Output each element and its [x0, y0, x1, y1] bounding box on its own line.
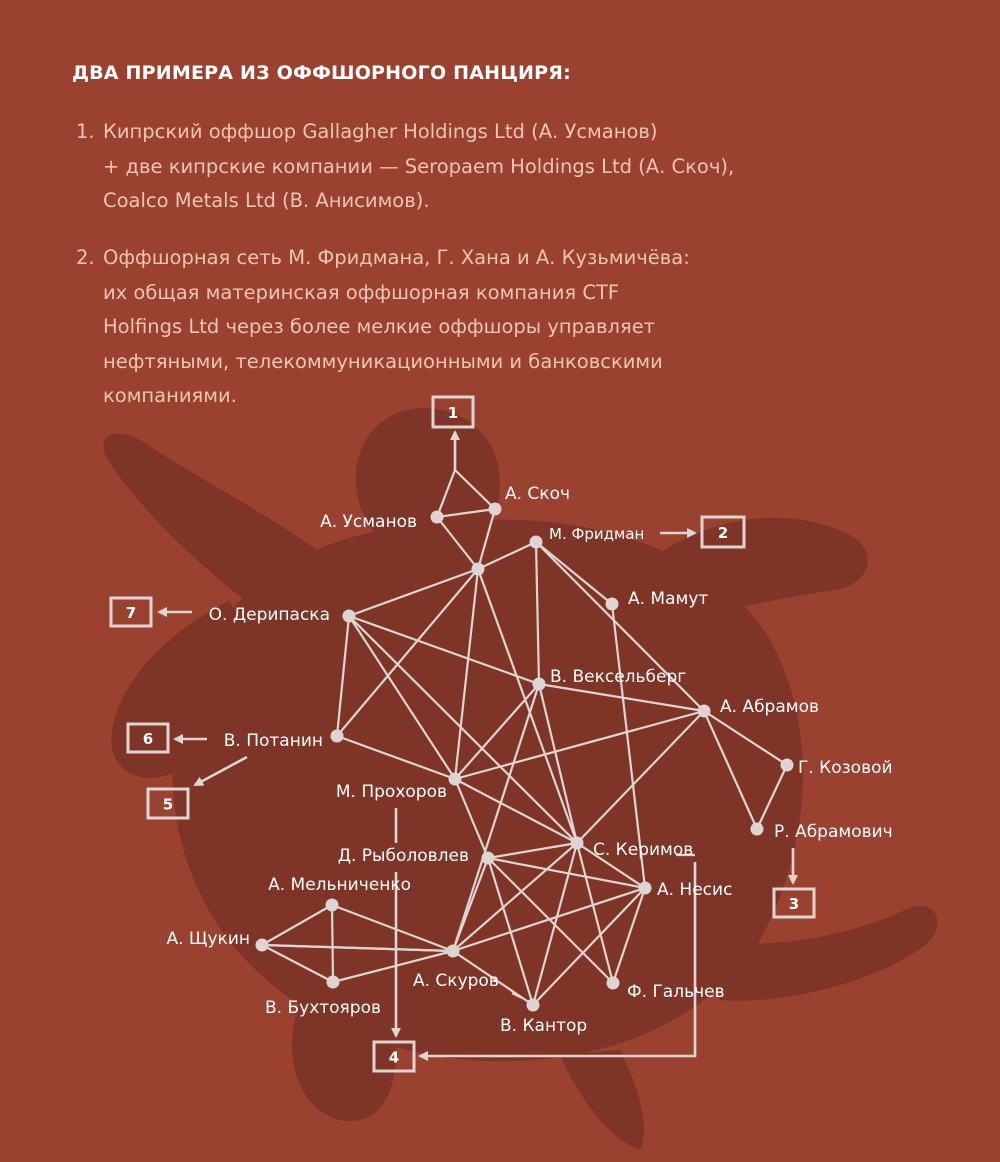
node-usmanov — [431, 511, 444, 524]
edge-deripaska-prokhorov — [349, 616, 455, 779]
network-nodes — [256, 503, 794, 1012]
network-edges — [262, 509, 787, 1005]
edge-shchukin-bukhtoyarov — [262, 945, 333, 982]
label-prokhorov: М. Прохоров — [335, 782, 447, 802]
node-bukhtoyarov — [327, 976, 340, 989]
list-item-2-line-3: Holfings Ltd через более мелкие оффшоры управляет — [103, 315, 656, 338]
list-item-1-line-3: Coalco Metals Ltd (В. Анисимов). — [103, 189, 430, 212]
label-kantor: В. Кантор — [500, 1016, 588, 1036]
label-melnichenko: А. Мельниченко — [268, 875, 411, 895]
box-6-label: 6 — [142, 730, 154, 748]
node-hub — [472, 563, 485, 576]
label-shchukin: А. Щукин — [166, 929, 250, 949]
edge-abramov-prokhorov — [455, 711, 704, 779]
edge-deripaska-potanin — [337, 616, 349, 736]
list-item-2-number: 2. — [76, 246, 95, 269]
edge-kozovoy-abramovich — [757, 765, 787, 829]
edge-deripaska-kerimov — [349, 616, 577, 843]
list-item-1-line-1: Кипрский оффшор Gallagher Holdings Ltd (А. Усманов) — [103, 120, 658, 143]
edge-skoch-top — [455, 470, 495, 509]
label-vekselberg: В. Вексельберг — [550, 667, 687, 687]
list-item-2-line-2: их общая материнская оффшорная компания CTF — [103, 280, 620, 304]
label-usmanov: А. Усманов — [320, 512, 417, 532]
network-boxes — [111, 397, 814, 1071]
label-deripaska: О. Дерипаска — [208, 605, 330, 625]
node-fridman — [530, 536, 543, 549]
node-galchev — [607, 977, 620, 990]
node-potanin — [331, 730, 344, 743]
node-vekselberg — [533, 678, 546, 691]
node-mamut — [606, 598, 619, 611]
node-skoch — [489, 503, 502, 516]
edge-nesis-galchev — [613, 888, 645, 983]
edge-hub-kerimov — [478, 569, 577, 843]
label-mamut: А. Мамут — [628, 589, 709, 609]
box-4-label: 4 — [388, 1048, 400, 1067]
label-potanin: В. Потанин — [223, 731, 323, 751]
label-skoch: А. Скоч — [505, 484, 571, 504]
node-deripaska — [343, 610, 356, 623]
label-galchev: Ф. Гальчев — [627, 982, 725, 1002]
edge-hub-skoch — [478, 509, 495, 569]
label-abramov: А. Абрамов — [720, 697, 820, 717]
box-7-label: 7 — [125, 604, 137, 622]
label-nesis: А. Несис — [657, 880, 733, 900]
label-skurov: А. Скуров — [413, 971, 499, 991]
list-item-2-line-5: компаниями. — [103, 384, 237, 407]
edge-abramov-kerimov — [577, 711, 704, 843]
node-skurov — [447, 945, 460, 958]
edge-skurov-melnichenko — [332, 905, 453, 951]
list-item-2-line-1: Оффшорная сеть М. Фридмана, Г. Хана и А. Кузьмичёва: — [103, 246, 690, 269]
edge-hub-prokhorov — [455, 569, 478, 779]
edge-fridman-mamut — [536, 542, 612, 604]
edge-shchukin-skurov — [262, 945, 453, 951]
edge-usmanov-skoch — [437, 509, 495, 517]
list-item-2-line-4: нефтяными, телекоммуникационными и банковскими — [103, 349, 663, 373]
node-rybolovlev — [482, 852, 495, 865]
edge-melnichenko-bukhtoyarov — [332, 905, 333, 982]
node-kerimov — [571, 837, 584, 850]
node-nesis — [639, 882, 652, 895]
label-kerimov: С. Керимов — [593, 840, 694, 860]
edge-kerimov-skurov — [453, 843, 577, 951]
box-1-label: 1 — [447, 404, 459, 422]
box-5-label: 5 — [162, 795, 174, 814]
list-item-1-line-2: + две кипрские компании — Seropaem Holdings Ltd (А. Скоч), — [103, 154, 735, 178]
node-melnichenko — [326, 899, 339, 912]
arrow-to-box-5 — [195, 757, 247, 785]
edge-fridman-vekselberg — [536, 542, 539, 684]
label-abramovich: Р. Абрамович — [774, 822, 893, 842]
edge-potanin-prokhorov — [337, 736, 455, 779]
node-prokhorov — [449, 773, 462, 786]
label-rybolovlev: Д. Рыболовлев — [337, 846, 469, 866]
label-fridman: М. Фридман — [549, 525, 645, 543]
box-3-label: 3 — [788, 895, 800, 913]
node-kozovoy — [781, 759, 794, 772]
node-shchukin — [256, 939, 269, 952]
edge-prokhorov-kerimov — [455, 779, 577, 843]
node-abramovich — [751, 823, 764, 836]
node-abramov — [698, 705, 711, 718]
edge-deripaska-vekselberg — [349, 616, 539, 684]
box-2-label: 2 — [717, 524, 729, 542]
label-bukhtoyarov: В. Бухтояров — [265, 998, 381, 1018]
edge-hub-usmanov — [437, 517, 478, 569]
edge-vekselberg-kerimov — [539, 684, 577, 843]
page-heading: ДВА ПРИМЕРА ИЗ ОФФШОРНОГО ПАНЦИРЯ: — [72, 62, 571, 84]
list-item-1-number: 1. — [76, 120, 95, 143]
edge-usmanov-top — [437, 470, 455, 517]
label-kozovoy: Г. Козовой — [798, 758, 893, 778]
edge-melnichenko-shchukin — [262, 905, 332, 945]
edge-hub-fridman — [478, 542, 536, 569]
node-kantor — [527, 999, 540, 1012]
